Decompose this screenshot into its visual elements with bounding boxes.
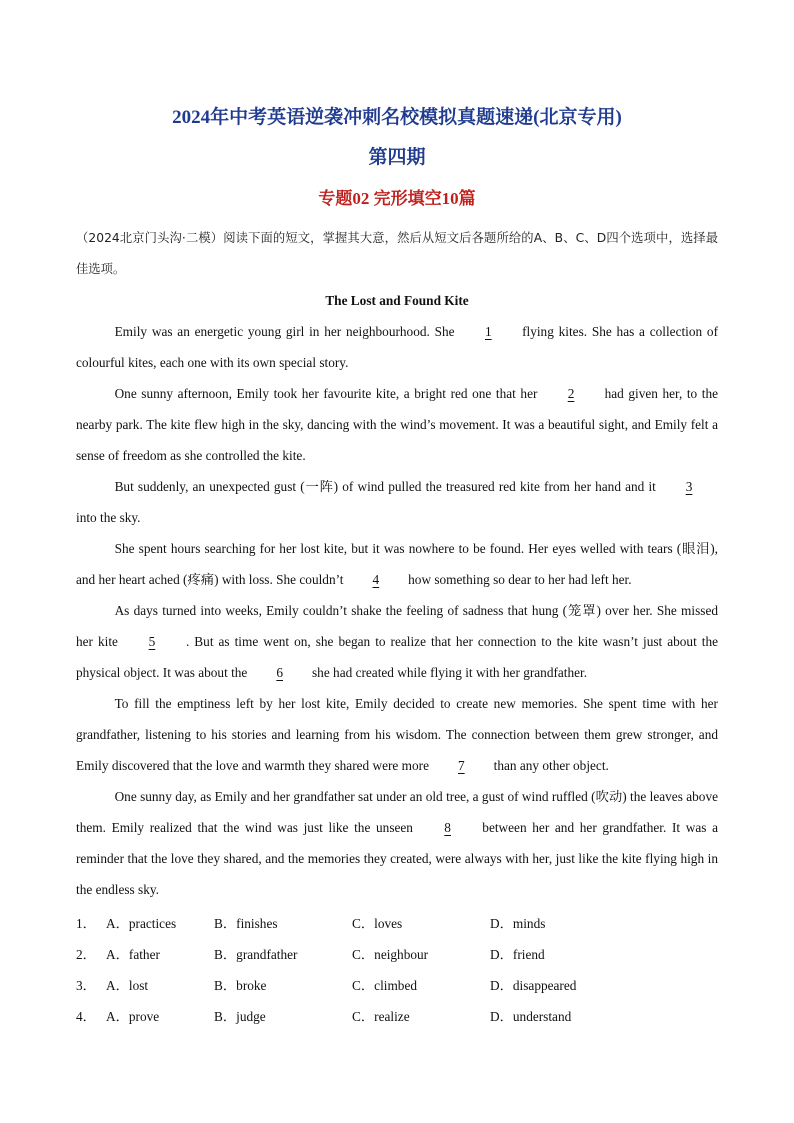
option-d: D．understand <box>490 1009 572 1024</box>
paragraph-text: As days turned into weeks, Emily couldn’t shake the feeling of sadness that hung (笼罩) over her. She missed her kite <box>76 603 718 649</box>
paragraph-text: But suddenly, an unexpected gust (一阵) of wind pulled the treasured red kite from her hand and it <box>114 479 656 494</box>
blank-7: 7 <box>457 758 465 773</box>
paragraph-text: One sunny afternoon, Emily took her favourite kite, a bright red one that her <box>114 386 538 401</box>
paragraph-text: One sunny day, as Emily and her grandfather sat under an old tree, a gust of wind ruffled (吹动) the leaves above them. Emily realized that the wind was just like the unseen <box>76 789 718 835</box>
paragraph-text: had given her, to the nearby park. The kite flew high in the sky, dancing with the wind’s movement. It was a beautiful sight, and Emily felt a sense of freedom as she controlled the kite. <box>76 386 719 463</box>
blank-5: 5 <box>148 634 156 649</box>
paragraph-5 <box>76 595 718 688</box>
question-number: 2． <box>76 947 96 962</box>
paragraph-text: Emily was an energetic young girl in her neighbourhood. She <box>114 324 455 339</box>
paragraph-text: she had created while flying it with her grandfather. <box>312 665 588 680</box>
option-d: D．friend <box>490 947 545 962</box>
option-d: D．disappeared <box>490 978 577 993</box>
blank-6: 6 <box>276 665 283 680</box>
option-b: B．broke <box>214 978 267 993</box>
paragraph-text: how something so dear to her had left her. <box>408 572 632 587</box>
paragraph-text: between her and her grandfather. It was a reminder that the love they shared, and the memories they created, were always with her, just like the kite flying high in the endless sky. <box>76 820 718 897</box>
paragraph-1 <box>76 316 718 378</box>
paragraph-text: than any other object. <box>493 758 609 773</box>
blank-2: 2 <box>567 386 575 401</box>
option-a: A．lost <box>106 978 149 993</box>
paragraph-6 <box>76 688 718 781</box>
question-number: 1． <box>76 916 96 931</box>
blank-8: 8 <box>444 820 451 835</box>
document-title: 2024年中考英语逆袭冲刺名校模拟真题速递(北京专用) <box>172 107 622 128</box>
paragraph-text: To fill the emptiness left by her lost kite, Emily decided to create new memories. She spent time with her grandfather, listening to his stories and learning from his wisdom. The connection between them grew stronger, and Emily discovered that the love and warmth they shared were more <box>76 696 718 773</box>
option-b: B．judge <box>214 1009 266 1024</box>
option-d: D．minds <box>490 916 546 931</box>
paragraph-7 <box>76 781 718 905</box>
option-c: C．realize <box>352 1009 410 1024</box>
question-number: 3． <box>76 978 96 993</box>
issue-label: 第四期 <box>368 147 426 168</box>
paragraph-text: flying kites. She has a collection of colourful kites, each one with its own special story. <box>76 324 719 370</box>
blank-4: 4 <box>372 572 380 587</box>
option-a: A．father <box>106 947 160 962</box>
option-a: A．prove <box>106 1009 160 1024</box>
question-row <box>76 1001 718 1032</box>
paragraph-text: into the sky. <box>76 510 141 525</box>
option-c: C．neighbour <box>352 947 429 962</box>
option-b: B．grandfather <box>214 947 298 962</box>
blank-1: 1 <box>484 324 492 339</box>
blank-3: 3 <box>685 479 693 494</box>
option-a: A．practices <box>106 916 177 931</box>
paragraph-2 <box>76 378 718 471</box>
document-body <box>76 223 718 905</box>
story-title: The Lost and Found Kite <box>325 293 469 308</box>
question-options <box>76 908 718 1032</box>
question-row <box>76 908 718 939</box>
option-b: B．finishes <box>214 916 278 931</box>
question-number: 4． <box>76 1009 96 1024</box>
paragraph-4 <box>76 533 718 595</box>
question-row <box>76 970 718 1001</box>
option-c: C．climbed <box>352 978 417 993</box>
option-c: C．loves <box>352 916 403 931</box>
paragraph-3 <box>76 471 718 533</box>
question-row <box>76 939 718 970</box>
paragraph-text: She spent hours searching for her lost kite, but it was nowhere to be found. Her eyes welled with tears (眼泪), and her heart ached (疼痛) with loss. She couldn’t <box>76 541 718 587</box>
topic-label: 专题02 完形填空10篇 <box>318 189 476 208</box>
instructions: （2024北京门头沟·二模）阅读下面的短文，掌握其大意，然后从短文后各题所给的A、B、C、D四个选项中，选择最佳选项。 <box>76 231 718 276</box>
paragraph-text: . But as time went on, she began to realize that her connection to the kite wasn’t just about the physical object. It was about the <box>76 634 719 680</box>
